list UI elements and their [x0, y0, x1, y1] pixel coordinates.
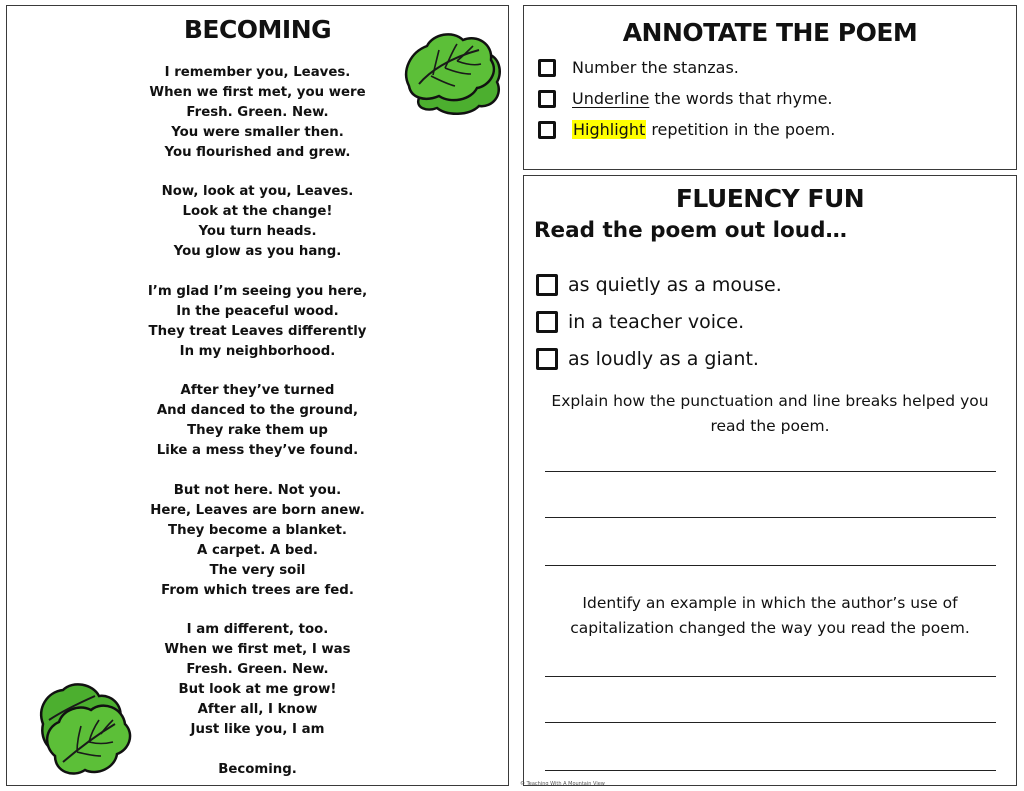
annotate-item-text: Number the stanzas.: [572, 58, 739, 77]
answer-line[interactable]: [545, 770, 996, 771]
checkbox[interactable]: [536, 348, 558, 370]
fluency-item-quiet: [536, 274, 782, 296]
annotate-item-text: the words that rhyme.: [649, 89, 833, 108]
annotate-item-text: repetition in the poem.: [646, 120, 836, 139]
highlight-keyword: Highlight: [573, 120, 646, 139]
poem-line: They become a blanket.: [168, 522, 347, 538]
poem-line: They treat Leaves differently: [148, 323, 367, 339]
poem-line: After all, I know: [197, 701, 318, 717]
fluency-item-teacher: [536, 311, 744, 333]
poem-line: I remember you, Leaves.: [164, 65, 351, 80]
fluency-item-giant: [536, 348, 759, 370]
poem-panel: [6, 5, 509, 786]
fluency-instruction: Read the poem out loud…: [534, 218, 847, 243]
underline-keyword: Underline: [572, 89, 650, 108]
stanza-gap: [7, 600, 508, 620]
annotate-title: ANNOTATE THE POEM: [622, 18, 918, 47]
poem-line: When we first met, you were: [149, 84, 366, 100]
poem-line: They rake them up: [187, 423, 328, 439]
fluency-item-text: in a teacher voice.: [568, 311, 745, 333]
poem-line: You were smaller then.: [171, 124, 344, 140]
poem-line: From which trees are fed.: [161, 582, 354, 598]
question-capitalization: Identify an example in which the author’s use of capitalization changed the way you read the poem.: [570, 594, 970, 637]
annotate-panel: [523, 5, 1017, 170]
answer-line[interactable]: [545, 722, 996, 723]
poem-line: You flourished and grew.: [164, 144, 351, 160]
checkbox[interactable]: [538, 59, 556, 77]
annotate-item-highlight: [538, 120, 835, 139]
poem-line: But not here. Not you.: [173, 482, 342, 498]
poem-line: After they’ve turned: [180, 383, 335, 399]
poem-line: Fresh. Green. New.: [186, 662, 329, 678]
poem-line: Look at the change!: [182, 204, 333, 220]
fluency-title: FLUENCY FUN: [675, 184, 865, 213]
poem-line: And danced to the ground,: [156, 403, 359, 419]
annotate-item-number-stanzas: [538, 58, 739, 77]
stanza-gap: [7, 461, 508, 481]
answer-line[interactable]: [545, 676, 996, 677]
poem-line: Here, Leaves are born anew.: [150, 502, 365, 518]
checkbox[interactable]: [536, 311, 558, 333]
checkbox[interactable]: [536, 274, 558, 296]
credit-text: © Teaching With A Mountain View: [520, 781, 605, 787]
fluency-item-text: as loudly as a giant.: [568, 348, 759, 370]
poem-line: You turn heads.: [198, 224, 317, 240]
poem-line: Now, look at you, Leaves.: [161, 184, 354, 200]
checkbox[interactable]: [538, 90, 556, 108]
fluency-panel: [523, 175, 1017, 786]
poem-line: I’m glad I’m seeing you here,: [147, 283, 368, 299]
answer-line[interactable]: [545, 517, 996, 518]
poem-line: A carpet. A bed.: [197, 542, 318, 558]
annotate-item-underline: [538, 89, 833, 108]
poem-title: BECOMING: [183, 15, 332, 44]
poem-line: Fresh. Green. New.: [186, 104, 329, 120]
poem-line: The very soil: [209, 562, 306, 578]
question-punctuation: Explain how the punctuation and line breaks helped you read the poem.: [551, 392, 989, 435]
poem-line: Becoming.: [218, 761, 297, 777]
fluency-item-text: as quietly as a mouse.: [568, 274, 782, 296]
poem-line: Like a mess they’ve found.: [156, 443, 359, 459]
poem-line: In my neighborhood.: [179, 343, 336, 359]
stanza-gap: [7, 262, 508, 282]
poem-line: Just like you, I am: [190, 721, 325, 737]
poem-line: You glow as you hang.: [173, 244, 342, 260]
stanza-gap: [7, 362, 508, 382]
poem-line: When we first met, I was: [164, 642, 351, 658]
checkbox[interactable]: [538, 121, 556, 139]
poem-line: In the peaceful wood.: [176, 303, 339, 319]
poem-line: But look at me grow!: [178, 682, 337, 698]
leaf-cluster-icon: [29, 680, 135, 778]
answer-line[interactable]: [545, 471, 996, 472]
poem-line: I am different, too.: [186, 622, 329, 638]
stanza-gap: [7, 163, 508, 183]
answer-line[interactable]: [545, 565, 996, 566]
poem-body: [7, 63, 508, 780]
